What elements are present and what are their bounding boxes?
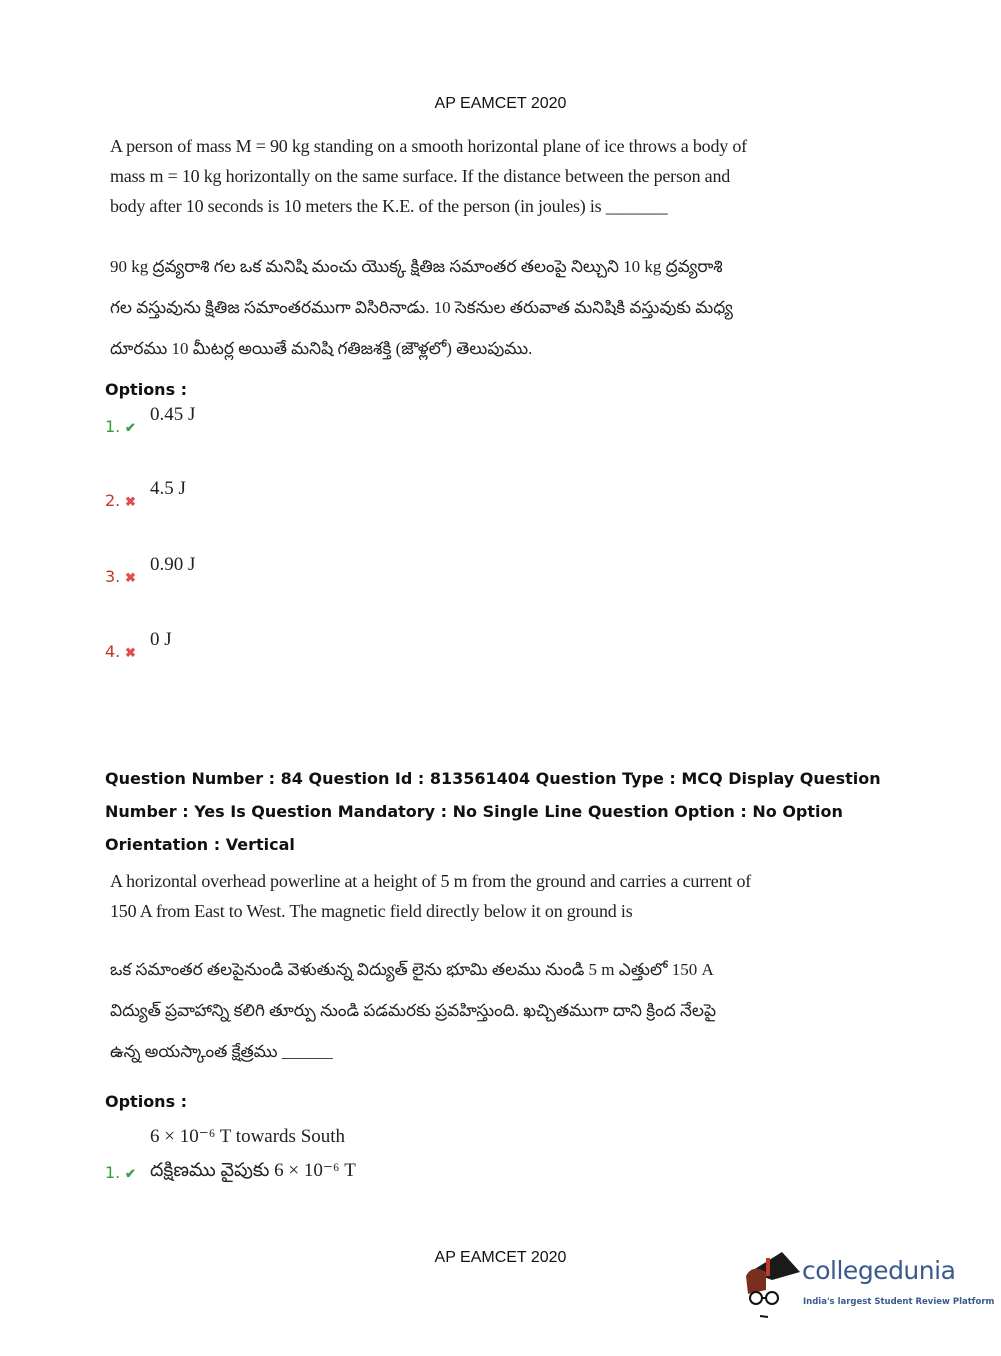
text-line: 150 A from East to West. The magnetic field directly below it on ground is [110, 901, 633, 921]
q2-metadata [105, 762, 881, 861]
q2-options-label: Options : [105, 1092, 188, 1111]
text-line: ఒక సమాంతర తలపైనుండి వెళుతున్న విద్యుత్ లైను భూమి తలము నుండి 5 m ఎత్తులో 150 A [110, 960, 714, 979]
text-line: A horizontal overhead powerline at a height of 5 m from the ground and carries a current of [110, 871, 752, 891]
option-text: 0.45 J [150, 404, 196, 425]
q2-telugu-text [110, 949, 716, 1072]
text-line: Question Number : 84 Question Id : 813561404 Question Type : MCQ Display Question [105, 769, 881, 788]
option-number: 2. [105, 491, 121, 510]
q2-option-1-english: 6 × 10⁻⁶ T towards South [150, 1126, 346, 1147]
text-line: Orientation : Vertical [105, 835, 295, 854]
text-line: body after 10 seconds is 10 meters the K.E. of the person (in joules) is _______ [110, 196, 668, 216]
option-number: 4. [105, 642, 121, 661]
option-4[interactable] [105, 629, 172, 661]
check-icon: ✔ [125, 1166, 136, 1181]
page-header: AP EAMCET 2020 [434, 95, 567, 112]
q1-options-label: Options : [105, 380, 188, 399]
option-3[interactable] [105, 554, 196, 586]
text-line: mass m = 10 kg horizontally on the same surface. If the distance between the person and [110, 166, 731, 186]
option-text: 0.90 J [150, 554, 196, 575]
text-line: విద్యుత్ ప్రవాహాన్ని కలిగి తూర్పు నుండి పడమరకు ప్రవహిస్తుంది. ఖచ్చితముగా దాని క్రింద నేలపై [110, 1001, 717, 1020]
text-line: దూరము 10 మీటర్ల అయితే మనిషి గతిజశక్తి (జౌళ్లలో) తెలుపుము. [110, 339, 533, 358]
text-line: ఉన్న అయస్కాంత క్షేత్రము ______ [110, 1042, 333, 1061]
cross-icon: ✖ [125, 645, 136, 660]
collegedunia-logo [742, 1250, 995, 1320]
option-number: 1. [105, 1163, 121, 1182]
text-line: A person of mass M = 90 kg standing on a smooth horizontal plane of ice throws a body of [110, 136, 747, 156]
option-text: 4.5 J [150, 478, 186, 499]
option-2[interactable] [105, 478, 186, 510]
option-text: దక్షిణము వైపుకు 6 × 10⁻⁶ T [150, 1160, 356, 1181]
page-footer: AP EAMCET 2020 [434, 1249, 567, 1266]
check-icon: ✔ [125, 420, 136, 435]
text-line: 90 kg ద్రవ్యరాశి గల ఒక మనిషి మంచు యొక్క క్షితిజ సమాంతర తలంపై నిల్చుని 10 kg ద్రవ్యరాశి [110, 257, 723, 276]
q2-english-text [110, 866, 751, 926]
option-number: 1. [105, 417, 121, 436]
logo-tagline: India's largest Student Review Platform [803, 1297, 995, 1307]
cross-icon: ✖ [125, 570, 136, 585]
option-number: 3. [105, 567, 121, 586]
q2-option-1[interactable] [105, 1160, 356, 1182]
option-1[interactable] [105, 404, 196, 436]
option-text: 0 J [150, 629, 172, 650]
text-line: Number : Yes Is Question Mandatory : No Single Line Question Option : No Option [105, 802, 843, 821]
text-line: గల వస్తువును క్షితిజ సమాంతరముగా విసిరినాడు. 10 సెకనుల తరువాత మనిషికి వస్తువుకు మధ్య [110, 298, 733, 317]
cross-icon: ✖ [125, 494, 136, 509]
logo-brand: collegedunia [802, 1256, 956, 1285]
q1-english-text [110, 131, 747, 221]
mascot-icon [742, 1250, 802, 1320]
q1-telugu-text [110, 246, 733, 369]
